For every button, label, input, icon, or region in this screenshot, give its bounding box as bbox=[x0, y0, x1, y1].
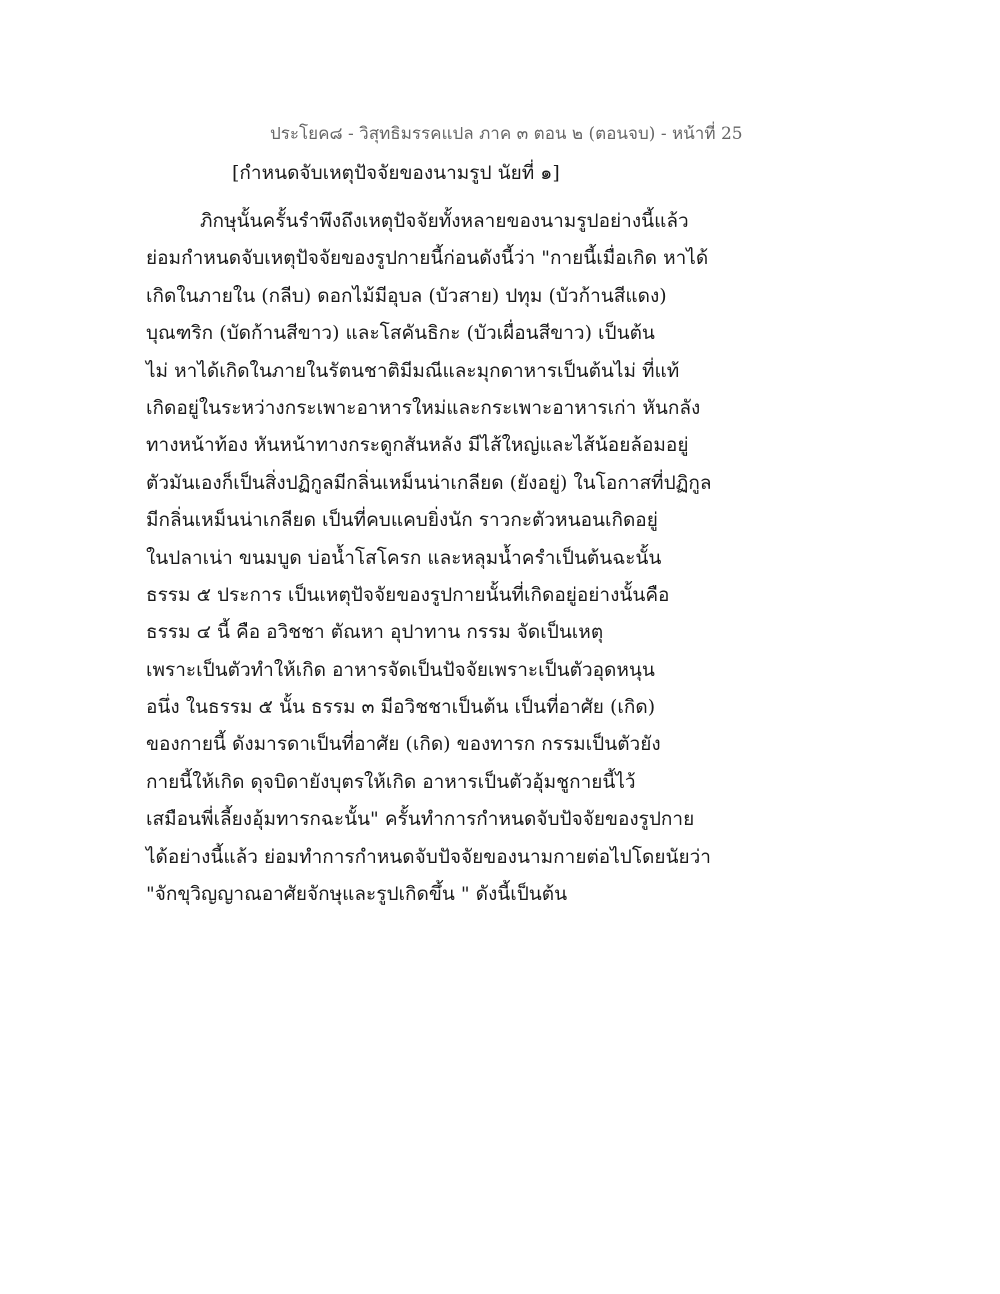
paragraph-line: อนึ่ง ในธรรม ๕ นั้น ธรรม ๓ มีอวิชชาเป็นต้น เป็นที่อาศัย (เกิด) bbox=[146, 696, 656, 719]
paragraph-line: ทางหน้าท้อง หันหน้าทางกระดูกสันหลัง มีไส้ใหญ่และไส้น้อยล้อมอยู่ bbox=[146, 434, 689, 457]
paragraph-line: ของกายนี้ ดังมารดาเป็นที่อาศัย (เกิด) ของทารก กรรมเป็นตัวยัง bbox=[146, 733, 661, 756]
paragraph-line: มีกลิ่นเหม็นน่าเกลียด เป็นที่คบแคบยิ่งนัก ราวกะตัวหนอนเกิดอยู่ bbox=[146, 509, 658, 532]
paragraph-line: "จักขุวิญญาณอาศัยจักษุและรูปเกิดขึ้น " ดังนี้เป็นต้น bbox=[146, 883, 568, 906]
paragraph-line: ตัวมันเองก็เป็นสิ่งปฏิกูลมีกลิ่นเหม็นน่าเกลียด (ยังอยู่) ในโอกาสที่ปฏิกูล bbox=[146, 471, 712, 494]
section-heading: [กำหนดจับเหตุปัจจัยของนามรูป นัยที่ ๑] bbox=[232, 162, 560, 184]
paragraph-line: ในปลาเน่า ขนมบูด บ่อน้ำโสโครก และหลุมน้ำครำเป็นต้นฉะนั้น bbox=[146, 546, 662, 569]
paragraph-line: ภิกษุนั้นครั้นรำพึงถึงเหตุปัจจัยทั้งหลายของนามรูปอย่างนี้แล้ว bbox=[200, 210, 689, 232]
paragraph-line: ไม่ หาได้เกิดในภายในรัตนชาติมีมณีและมุกดาหารเป็นต้นไม่ ที่แท้ bbox=[146, 359, 680, 382]
paragraph-line: บุณฑริก (บัดก้านสีขาว) และโสคันธิกะ (บัวเผื่อนสีขาว) เป็นต้น bbox=[146, 322, 655, 345]
paragraph-line: เกิดอยู่ในระหว่างกระเพาะอาหารใหม่และกระเพาะอาหารเก่า หันกลัง bbox=[146, 396, 701, 419]
running-header: ประโยค๘ - วิสุทธิมรรคแปล ภาค ๓ ตอน ๒ (ตอนจบ) - หน้าที่ 25 bbox=[270, 124, 743, 144]
paragraph-line: ธรรม ๕ ประการ เป็นเหตุปัจจัยของรูปกายนั้นที่เกิดอยู่อย่างนั้นคือ bbox=[146, 583, 670, 606]
paragraph-line: เพราะเป็นตัวทำให้เกิด อาหารจัดเป็นปัจจัยเพราะเป็นตัวอุดหนุน bbox=[146, 658, 655, 681]
paragraph-line: กายนี้ให้เกิด ดุจบิดายังบุตรให้เกิด อาหารเป็นตัวอุ้มชูกายนี้ไว้ bbox=[146, 770, 636, 793]
paragraph-line: เสมือนพี่เลี้ยงอุ้มทารกฉะนั้น" ครั้นทำการกำหนดจับปัจจัยของรูปกาย bbox=[146, 808, 695, 831]
paragraph-line: ได้อย่างนี้แล้ว ย่อมทำการกำหนดจับปัจจัยของนามกายต่อไปโดยนัยว่า bbox=[146, 845, 711, 868]
body-text bbox=[146, 203, 746, 913]
paragraph-line: ธรรม ๔ นี้ คือ อวิชชา ตัณหา อุปาทาน กรรม จัดเป็นเหตุ bbox=[146, 621, 604, 644]
paragraph-line: ย่อมกำหนดจับเหตุปัจจัยของรูปกายนี้ก่อนดังนี้ว่า "กายนี้เมื่อเกิด หาได้ bbox=[146, 247, 709, 270]
paragraph-line: เกิดในภายใน (กลีบ) ดอกไม้มีอุบล (บัวสาย) ปทุม (บัวก้านสีแดง) bbox=[146, 284, 667, 307]
